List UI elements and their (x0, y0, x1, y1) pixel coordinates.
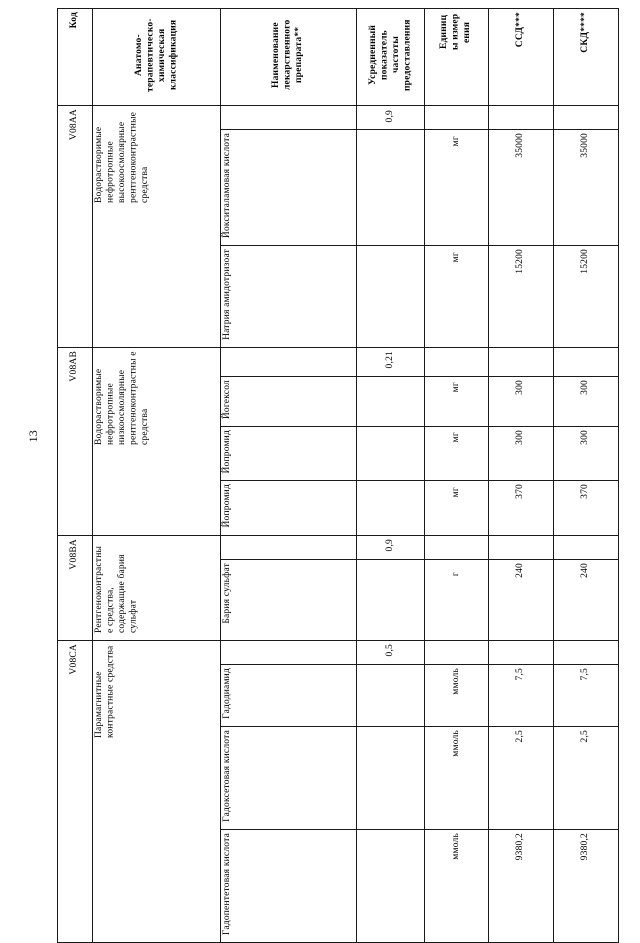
header-cell-drug-name (221, 9, 357, 106)
cell-drug-name (221, 481, 357, 536)
cell-unit (425, 481, 489, 536)
table-row (58, 640, 619, 664)
cell-ssd (489, 560, 554, 640)
cell-drug-name (221, 130, 357, 246)
cell-skd (554, 726, 619, 829)
cell-unit (425, 106, 489, 130)
atc-class-name: Рентгеноконтрастны е средства, содержащие бария сульфат (94, 545, 139, 633)
frequency-value: 0,5 (384, 644, 395, 657)
cell-frequency (357, 829, 425, 942)
drug-name: Гадодиамид (222, 667, 232, 719)
unit-value: ммоль (450, 832, 461, 860)
skd-value: 7,5 (580, 668, 591, 681)
table-row (58, 106, 619, 130)
cell-atc-class (93, 640, 221, 942)
atc-class-name: Водорастворимые нефротропные высокоосмолярные рентгеноконтрастные средства (94, 111, 150, 203)
cell-ssd (489, 726, 554, 829)
ssd-value: 240 (515, 563, 526, 579)
cell-skd (554, 481, 619, 536)
cell-atc-code (58, 535, 93, 640)
drug-name: Йогексол (222, 379, 232, 419)
header-ssd-label: ССД*** (515, 12, 526, 48)
cell-ssd (489, 535, 554, 560)
drug-name: Гадопентетовая кислота (222, 832, 232, 935)
page-number: 13 (26, 430, 40, 443)
header-drug-label: Наименование лекарственного препарата** (271, 19, 305, 91)
skd-value: 2,5 (580, 730, 591, 743)
header-code-label: Код (69, 12, 80, 29)
cell-frequency (357, 246, 425, 348)
cell-skd (554, 348, 619, 376)
cell-frequency (357, 106, 425, 130)
cell-skd (554, 246, 619, 348)
cell-ssd (489, 348, 554, 376)
cell-ssd (489, 640, 554, 664)
skd-value: 300 (580, 429, 591, 445)
cell-frequency (357, 664, 425, 726)
cell-ssd (489, 426, 554, 481)
cell-ssd (489, 130, 554, 246)
header-cell-ssd (489, 9, 554, 106)
unit-value: ммоль (450, 729, 461, 757)
cell-ssd (489, 481, 554, 536)
cell-skd (554, 829, 619, 942)
skd-value: 15200 (580, 249, 591, 274)
atc-class-name: Водорастворимые нефротропные низкоосмолярные рентгеноконтрастны е средства (94, 351, 150, 446)
cell-skd (554, 106, 619, 130)
ssd-value: 300 (515, 429, 526, 445)
cell-ssd (489, 106, 554, 130)
header-atc-label: Анатомо-терапевтическо-химическая классификация (133, 18, 178, 92)
frequency-value: 0,21 (384, 351, 395, 369)
cell-unit (425, 829, 489, 942)
cell-drug-name (221, 348, 357, 376)
table-row (58, 535, 619, 560)
cell-frequency (357, 640, 425, 664)
skd-value: 240 (580, 563, 591, 579)
unit-value: г (450, 572, 461, 577)
cell-atc-code (58, 348, 93, 536)
ssd-value: 300 (515, 379, 526, 395)
cell-ssd (489, 829, 554, 942)
cell-skd (554, 664, 619, 726)
cell-ssd (489, 246, 554, 348)
cell-frequency (357, 130, 425, 246)
cell-atc-class (93, 535, 221, 640)
cell-frequency (357, 426, 425, 481)
atc-code: V08AA (69, 109, 80, 141)
cell-drug-name (221, 829, 357, 942)
unit-value: мг (450, 251, 461, 263)
cell-unit (425, 640, 489, 664)
ssd-value: 370 (515, 484, 526, 500)
atc-code: V08BA (69, 538, 80, 570)
cell-unit (425, 348, 489, 376)
drug-name: Натрия амидотризоат (222, 249, 232, 340)
unit-value: мг (450, 486, 461, 498)
cell-ssd (489, 376, 554, 426)
cell-drug-name (221, 106, 357, 130)
unit-value: мг (450, 382, 461, 393)
header-skd-label: СКД**** (580, 12, 591, 53)
cell-unit (425, 535, 489, 560)
cell-atc-code (58, 640, 93, 942)
cell-atc-class (93, 106, 221, 348)
cell-frequency (357, 535, 425, 560)
cell-skd (554, 640, 619, 664)
table-header-row (58, 9, 619, 106)
cell-skd (554, 130, 619, 246)
cell-drug-name (221, 726, 357, 829)
cell-unit (425, 664, 489, 726)
unit-value: мг (450, 432, 461, 443)
cell-drug-name (221, 426, 357, 481)
skd-value: 370 (580, 484, 591, 500)
skd-value: 9380,2 (580, 832, 591, 860)
drug-name: Гадоксетовая кислота (222, 729, 232, 822)
cell-drug-name (221, 246, 357, 348)
table-row (58, 348, 619, 376)
cell-skd (554, 376, 619, 426)
cell-skd (554, 560, 619, 640)
cell-frequency (357, 726, 425, 829)
atc-code: V08AB (69, 351, 80, 382)
frequency-value: 0,9 (384, 109, 395, 122)
cell-drug-name (221, 640, 357, 664)
cell-skd (554, 535, 619, 560)
header-unit-label: Единицы измерения (439, 13, 473, 51)
cell-unit (425, 130, 489, 246)
cell-drug-name (221, 535, 357, 560)
cell-unit (425, 376, 489, 426)
atc-class-name: Парамагнитные контрастные средства (94, 645, 116, 738)
cell-ssd (489, 664, 554, 726)
unit-value: ммоль (450, 667, 461, 695)
header-cell-code (58, 9, 93, 106)
cell-unit (425, 426, 489, 481)
drug-standards-table (57, 8, 619, 943)
cell-drug-name (221, 560, 357, 640)
cell-frequency (357, 376, 425, 426)
unit-value: мг (450, 135, 461, 146)
ssd-value: 2,5 (515, 730, 526, 743)
skd-value: 300 (580, 379, 591, 395)
header-frequency-label: Усредненный показатель частоты предоставления (367, 19, 412, 91)
skd-value: 35000 (580, 133, 591, 158)
ssd-value: 35000 (515, 133, 526, 158)
cell-skd (554, 426, 619, 481)
cell-drug-name (221, 376, 357, 426)
drug-name: Йопромид (222, 429, 232, 474)
ssd-value: 9380,2 (515, 832, 526, 860)
drug-name: Йопромид (222, 484, 232, 528)
cell-frequency (357, 348, 425, 376)
cell-frequency (357, 481, 425, 536)
header-cell-atc (93, 9, 221, 106)
header-cell-unit (425, 9, 489, 106)
atc-code: V08CA (69, 643, 80, 675)
drug-name: Бария сульфат (222, 563, 232, 625)
ssd-value: 7,5 (515, 668, 526, 681)
frequency-value: 0,9 (384, 539, 395, 552)
cell-unit (425, 246, 489, 348)
ssd-value: 15200 (515, 249, 526, 274)
drug-name: Йокситаламовая кислота (222, 133, 232, 239)
cell-unit (425, 726, 489, 829)
cell-unit (425, 560, 489, 640)
cell-drug-name (221, 664, 357, 726)
cell-atc-class (93, 348, 221, 536)
header-cell-skd (554, 9, 619, 106)
cell-frequency (357, 560, 425, 640)
header-cell-frequency (357, 9, 425, 106)
cell-atc-code (58, 106, 93, 348)
